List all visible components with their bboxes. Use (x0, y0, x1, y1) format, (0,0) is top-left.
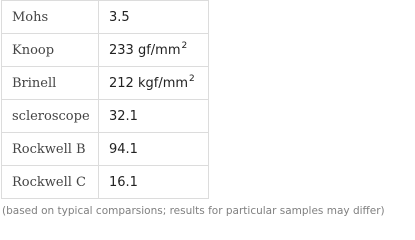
row-value: 233 (109, 42, 134, 58)
table-row (2, 133, 209, 166)
row-value-cell (99, 67, 209, 100)
row-value: 32.1 (109, 108, 138, 124)
row-label: Knoop (2, 34, 99, 67)
row-value: 94.1 (109, 141, 138, 157)
footnote: (based on typical comparsions; results for particular samples may differ) (2, 205, 385, 217)
row-unit-exponent: 2 (189, 73, 195, 84)
row-value: 16.1 (109, 174, 138, 190)
row-unit (137, 73, 195, 91)
table-row (2, 100, 209, 133)
row-label: Rockwell C (2, 166, 99, 199)
row-label: Brinell (2, 67, 99, 100)
row-unit-base: kgf/mm (137, 75, 189, 91)
table-row (2, 166, 209, 199)
row-value-cell (99, 100, 209, 133)
row-unit-base: gf/mm (137, 42, 181, 58)
row-label: Rockwell B (2, 133, 99, 166)
hardness-table (1, 0, 209, 199)
table-row (2, 67, 209, 100)
row-value-cell (99, 166, 209, 199)
row-label: scleroscope (2, 100, 99, 133)
row-value-cell (99, 34, 209, 67)
row-label: Mohs (2, 1, 99, 34)
row-value-cell (99, 1, 209, 34)
table-row (2, 34, 209, 67)
row-value-cell (99, 133, 209, 166)
row-unit-exponent: 2 (181, 40, 188, 51)
row-value: 3.5 (109, 9, 130, 25)
row-value: 212 (109, 75, 134, 91)
row-unit (137, 40, 188, 58)
table-row (2, 1, 209, 34)
